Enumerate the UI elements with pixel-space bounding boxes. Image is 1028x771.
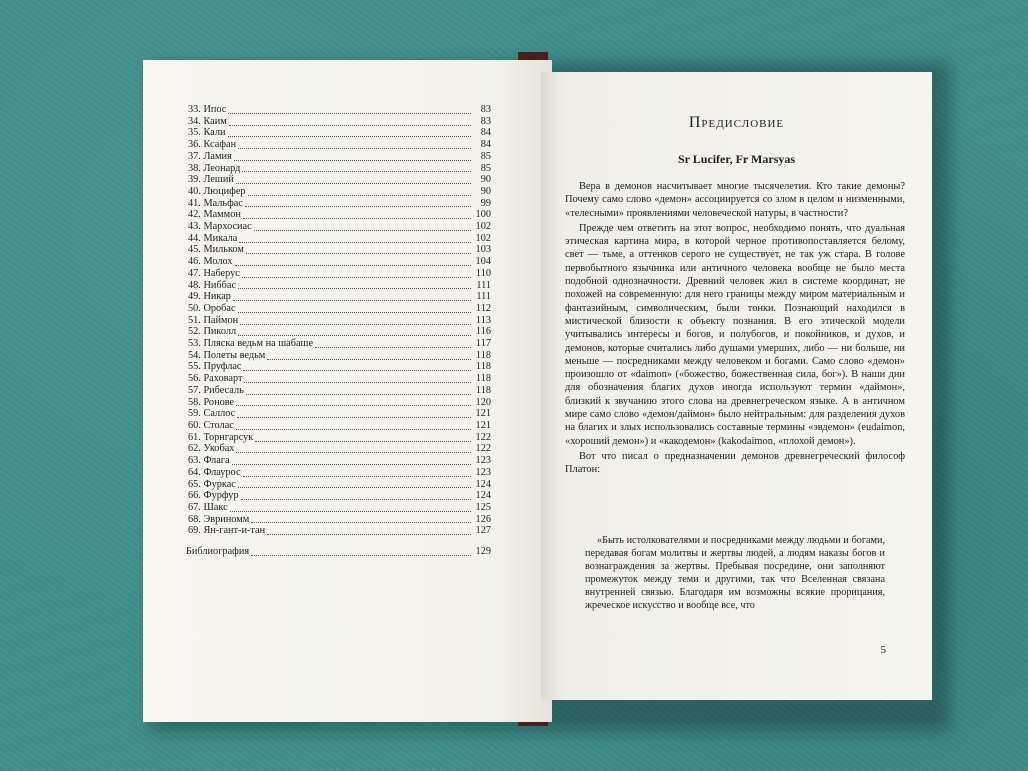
toc-entry-page: 124 [475, 478, 491, 490]
toc-entry [188, 268, 491, 280]
toc-entry [188, 467, 491, 479]
toc-entry-title: 62. Укобах [188, 443, 235, 455]
toc-entry [188, 174, 491, 186]
toc-entry-page: 112 [475, 302, 491, 314]
toc-entry-title: 60. Столас [188, 419, 234, 431]
toc-entry [186, 546, 491, 558]
toc-entry [188, 163, 491, 175]
toc-entry-title: 56. Раховарт [188, 373, 243, 385]
toc-leader-dots [238, 328, 471, 336]
toc-leader-dots [237, 410, 471, 418]
toc-entry [188, 373, 491, 385]
toc-entry-page: 122 [475, 443, 491, 455]
toc-leader-dots [243, 469, 471, 477]
toc-entry [188, 151, 491, 163]
toc-entry-title: 44. Микала [188, 232, 238, 244]
toc-entry [188, 432, 491, 444]
toc-entry-title: 66. Фурфур [188, 490, 239, 502]
toc-entry-page: 102 [475, 232, 491, 244]
toc-entry-title: 46. Молох [188, 256, 233, 268]
toc-leader-dots [238, 141, 471, 149]
toc-entry-page: 127 [475, 525, 491, 537]
toc-entry-page: 100 [475, 209, 491, 221]
toc-entry-page: 104 [475, 256, 491, 268]
toc-leader-dots [234, 153, 471, 161]
toc-entry [188, 291, 491, 303]
toc-entry-title: 65. Фуркас [188, 478, 236, 490]
toc-leader-dots [236, 445, 471, 453]
toc-entry-title: 67. Шакс [188, 501, 228, 513]
toc-entry-page: 118 [475, 384, 491, 396]
toc-entry-page: 83 [480, 115, 491, 127]
toc-entry [188, 209, 491, 221]
toc-leader-dots [267, 352, 471, 360]
preface-paragraph: Прежде чем ответить на этот вопрос, необходимо понять, что дуальная этическая картина мира, в которой черное противопоставляется белому, свет — тьме, а оттенков серого не существует, не так уж стара. В голове первобытного язычника или античного человека вообще не было места подобной однозначности. Древний человек жил в системе координат, не похожей на современную: для него границы между миром материальным и фантазийным, символическим, были тонки. Познающий находился в мистической близости к объекту познания. В его этической модели учитывались интересы и богов, и полубогов, и покойников, и духов, и демонов, которые считались либо душами умерших, либо — ни больше, ни меньше — посредниками между человеком и богами. Само слово «демон» произошло от «daimon» («божество, божественная сила, бог»). В наши дни для обозначения благих духов иногда используют термин «даймон», близкий к звучанию этого слова на древнегреческом языке. А в античном мире само слово «демон/даймон» было нейтральным: для разделения духов на благих и злых использовались составные термины «эвдемон» (eudaimon, «хороший демон») и «какодемон» (kakodaimon, «плохой демон»). [565, 222, 905, 447]
toc-entry-title: 55. Пруфлас [188, 361, 242, 373]
toc-entry-page: 84 [480, 127, 491, 139]
toc-entry-page: 126 [475, 513, 491, 525]
toc-leader-dots [267, 527, 471, 535]
toc-entry-page: 120 [475, 396, 491, 408]
toc-entry [188, 490, 491, 502]
toc-entry [188, 502, 491, 514]
toc-entry-title: Библиография [186, 546, 250, 558]
toc-entry-page: 99 [480, 197, 491, 209]
toc-entry-page: 123 [475, 455, 491, 467]
toc-leader-dots [254, 223, 471, 231]
toc-leader-dots [239, 235, 471, 243]
toc-entry [188, 397, 491, 409]
toc-leader-dots [245, 199, 471, 207]
toc-leader-dots [251, 515, 471, 523]
toc-entry-page: 124 [475, 490, 491, 502]
toc-entry [188, 455, 491, 467]
toc-entry-title: 41. Мальфас [188, 197, 243, 209]
toc-entry-title: 53. Пляска ведьм на шабаше [188, 338, 314, 350]
toc-leader-dots [232, 457, 471, 465]
toc-leader-dots [235, 258, 471, 266]
toc-leader-dots [238, 305, 471, 313]
toc-entry-title: 37. Ламия [188, 150, 232, 162]
toc-leader-dots [229, 118, 471, 126]
preface-heading: Предисловие [688, 114, 785, 131]
plato-quote [585, 535, 885, 612]
toc-leader-dots [246, 387, 471, 395]
toc-entry [188, 221, 491, 233]
toc-entry [188, 303, 491, 315]
toc-entry-title: 57. Рибесаль [188, 384, 244, 396]
toc-leader-dots [242, 270, 471, 278]
toc-entry-page: 90 [480, 185, 491, 197]
toc-leader-dots [236, 422, 471, 430]
toc-entry [188, 338, 491, 350]
toc-leader-dots [244, 375, 471, 383]
toc-entry [188, 479, 491, 491]
toc-entry-title: 36. Ксафан [188, 139, 237, 151]
toc-entry-page: 111 [476, 279, 491, 291]
toc-entry-title: 45. Мильком [188, 244, 244, 256]
preface-body [565, 180, 905, 479]
preface-paragraph: Вера в демонов насчитывает многие тысячелетия. Кто такие демоны? Почему само слово «демон» ассоциируется со злом в целом и низменными, «телесными» проявлениями человеческой натуры, в частности? [565, 181, 905, 219]
right-page [541, 72, 932, 700]
toc-entry-page: 85 [480, 162, 491, 174]
toc-entry-title: 34. Каим [188, 115, 227, 127]
toc-entry-title: 48. Ниббас [188, 279, 237, 291]
toc-leader-dots [255, 434, 471, 442]
toc-entry [188, 514, 491, 526]
toc-entry-title: 47. Наберус [188, 267, 240, 279]
toc-leader-dots [251, 548, 471, 556]
toc-entry-title: 33. Ипос [188, 104, 227, 115]
toc-entry [188, 233, 491, 245]
toc-entry-page: 117 [475, 338, 491, 350]
toc-entry-page: 123 [475, 466, 491, 478]
toc-entry-title: 68. Эвриномм [188, 513, 250, 525]
left-page [143, 60, 552, 722]
toc-entry-page: 103 [475, 244, 491, 256]
toc-entry-page: 84 [480, 139, 491, 151]
toc-entry-page: 111 [476, 291, 491, 303]
toc-entry-page: 85 [480, 150, 491, 162]
toc-leader-dots [236, 398, 471, 406]
toc-entry-title: 49. Никар [188, 291, 231, 303]
toc-entry-title: 50. Оробас [188, 302, 236, 314]
toc-leader-dots [243, 363, 471, 371]
toc-leader-dots [236, 176, 471, 184]
toc-entry-page: 118 [475, 361, 491, 373]
toc-leader-dots [233, 293, 471, 301]
toc-leader-dots [228, 106, 471, 114]
toc-entry-page: 125 [475, 501, 491, 513]
toc-entry [188, 198, 491, 210]
toc-entry-title: 69. Ян-гант-и-тан [188, 525, 266, 537]
toc-entry-title: 38. Леонард [188, 162, 241, 174]
toc-leader-dots [238, 281, 471, 289]
toc-entry-page: 102 [475, 221, 491, 233]
toc-entry [188, 350, 491, 362]
toc-entry [188, 326, 491, 338]
toc-entry-page: 129 [475, 546, 491, 558]
toc-entry-page: 116 [475, 326, 491, 338]
toc-leader-dots [243, 211, 471, 219]
toc-leader-dots [241, 492, 471, 500]
toc-leader-dots [238, 480, 471, 488]
toc-entry [188, 116, 491, 128]
quote-text: «Быть истолкователями и посредниками между людьми и богами, передавая богам молитвы и жертвы людей, а людям наказы богов и вознаграждения за жертвы. Пребывая посредине, они заполняют промежуток между теми и другими, так что Вселенная связана внутренней связью. Благодаря им возможны всякие прорицания, жреческое искусство и вообще все, что [585, 535, 885, 611]
toc-entry [188, 420, 491, 432]
toc-entry [188, 443, 491, 455]
toc-entry-page: 113 [475, 314, 491, 326]
toc-leader-dots [315, 340, 471, 348]
toc-entry-page: 118 [475, 373, 491, 385]
toc-entry-page: 83 [480, 104, 491, 115]
toc-entry [188, 315, 491, 327]
toc-entry-page: 90 [480, 174, 491, 186]
toc-entry-page: 122 [475, 431, 491, 443]
toc-entry-title: 52. Пиколл [188, 326, 237, 338]
toc-entry-page: 110 [475, 267, 491, 279]
toc-entry-title: 35. Кали [188, 127, 226, 139]
toc-leader-dots [242, 164, 471, 172]
toc-entry-title: 39. Леший [188, 174, 234, 186]
toc-entry [188, 361, 491, 373]
toc-entry [188, 385, 491, 397]
toc-entry [188, 408, 491, 420]
toc-entry-page: 121 [475, 419, 491, 431]
toc-entry-title: 43. Мархосиас [188, 221, 252, 233]
toc-entry-title: 64. Флаурос [188, 466, 241, 478]
toc-leader-dots [240, 317, 471, 325]
toc-entry-title: 63. Флага [188, 455, 230, 467]
toc-entry-title: 59. Саллос [188, 408, 236, 420]
preface-author: Sr Lucifer, Fr Marsyas [677, 152, 796, 166]
toc-entry [188, 280, 491, 292]
toc-entry [188, 186, 491, 198]
toc-entry-title: 42. Маммон [188, 209, 241, 221]
toc-entry [188, 244, 491, 256]
toc-leader-dots [228, 129, 472, 137]
toc-entry-page: 118 [475, 349, 491, 361]
toc-entry [188, 127, 491, 139]
toc-entry [188, 525, 491, 537]
toc-leader-dots [246, 246, 471, 254]
toc-entry-title: 61. Торнгарсук [188, 431, 254, 443]
preface-paragraph: Вот что писал о предназначении демонов древнегреческий философ Платон: [565, 450, 905, 476]
toc-entry [188, 139, 491, 151]
table-of-contents [188, 104, 491, 558]
toc-entry [188, 256, 491, 268]
toc-entry-title: 54. Полеты ведьм [188, 349, 266, 361]
page-number: 5 [880, 644, 886, 656]
toc-entry-page: 121 [475, 408, 491, 420]
toc-entry-title: 58. Ронове [188, 396, 235, 408]
toc-leader-dots [248, 188, 471, 196]
toc-leader-dots [230, 504, 471, 512]
toc-entry-title: 51. Паймон [188, 314, 239, 326]
toc-entry-title: 40. Люцифер [188, 185, 246, 197]
toc-entry [188, 104, 491, 116]
